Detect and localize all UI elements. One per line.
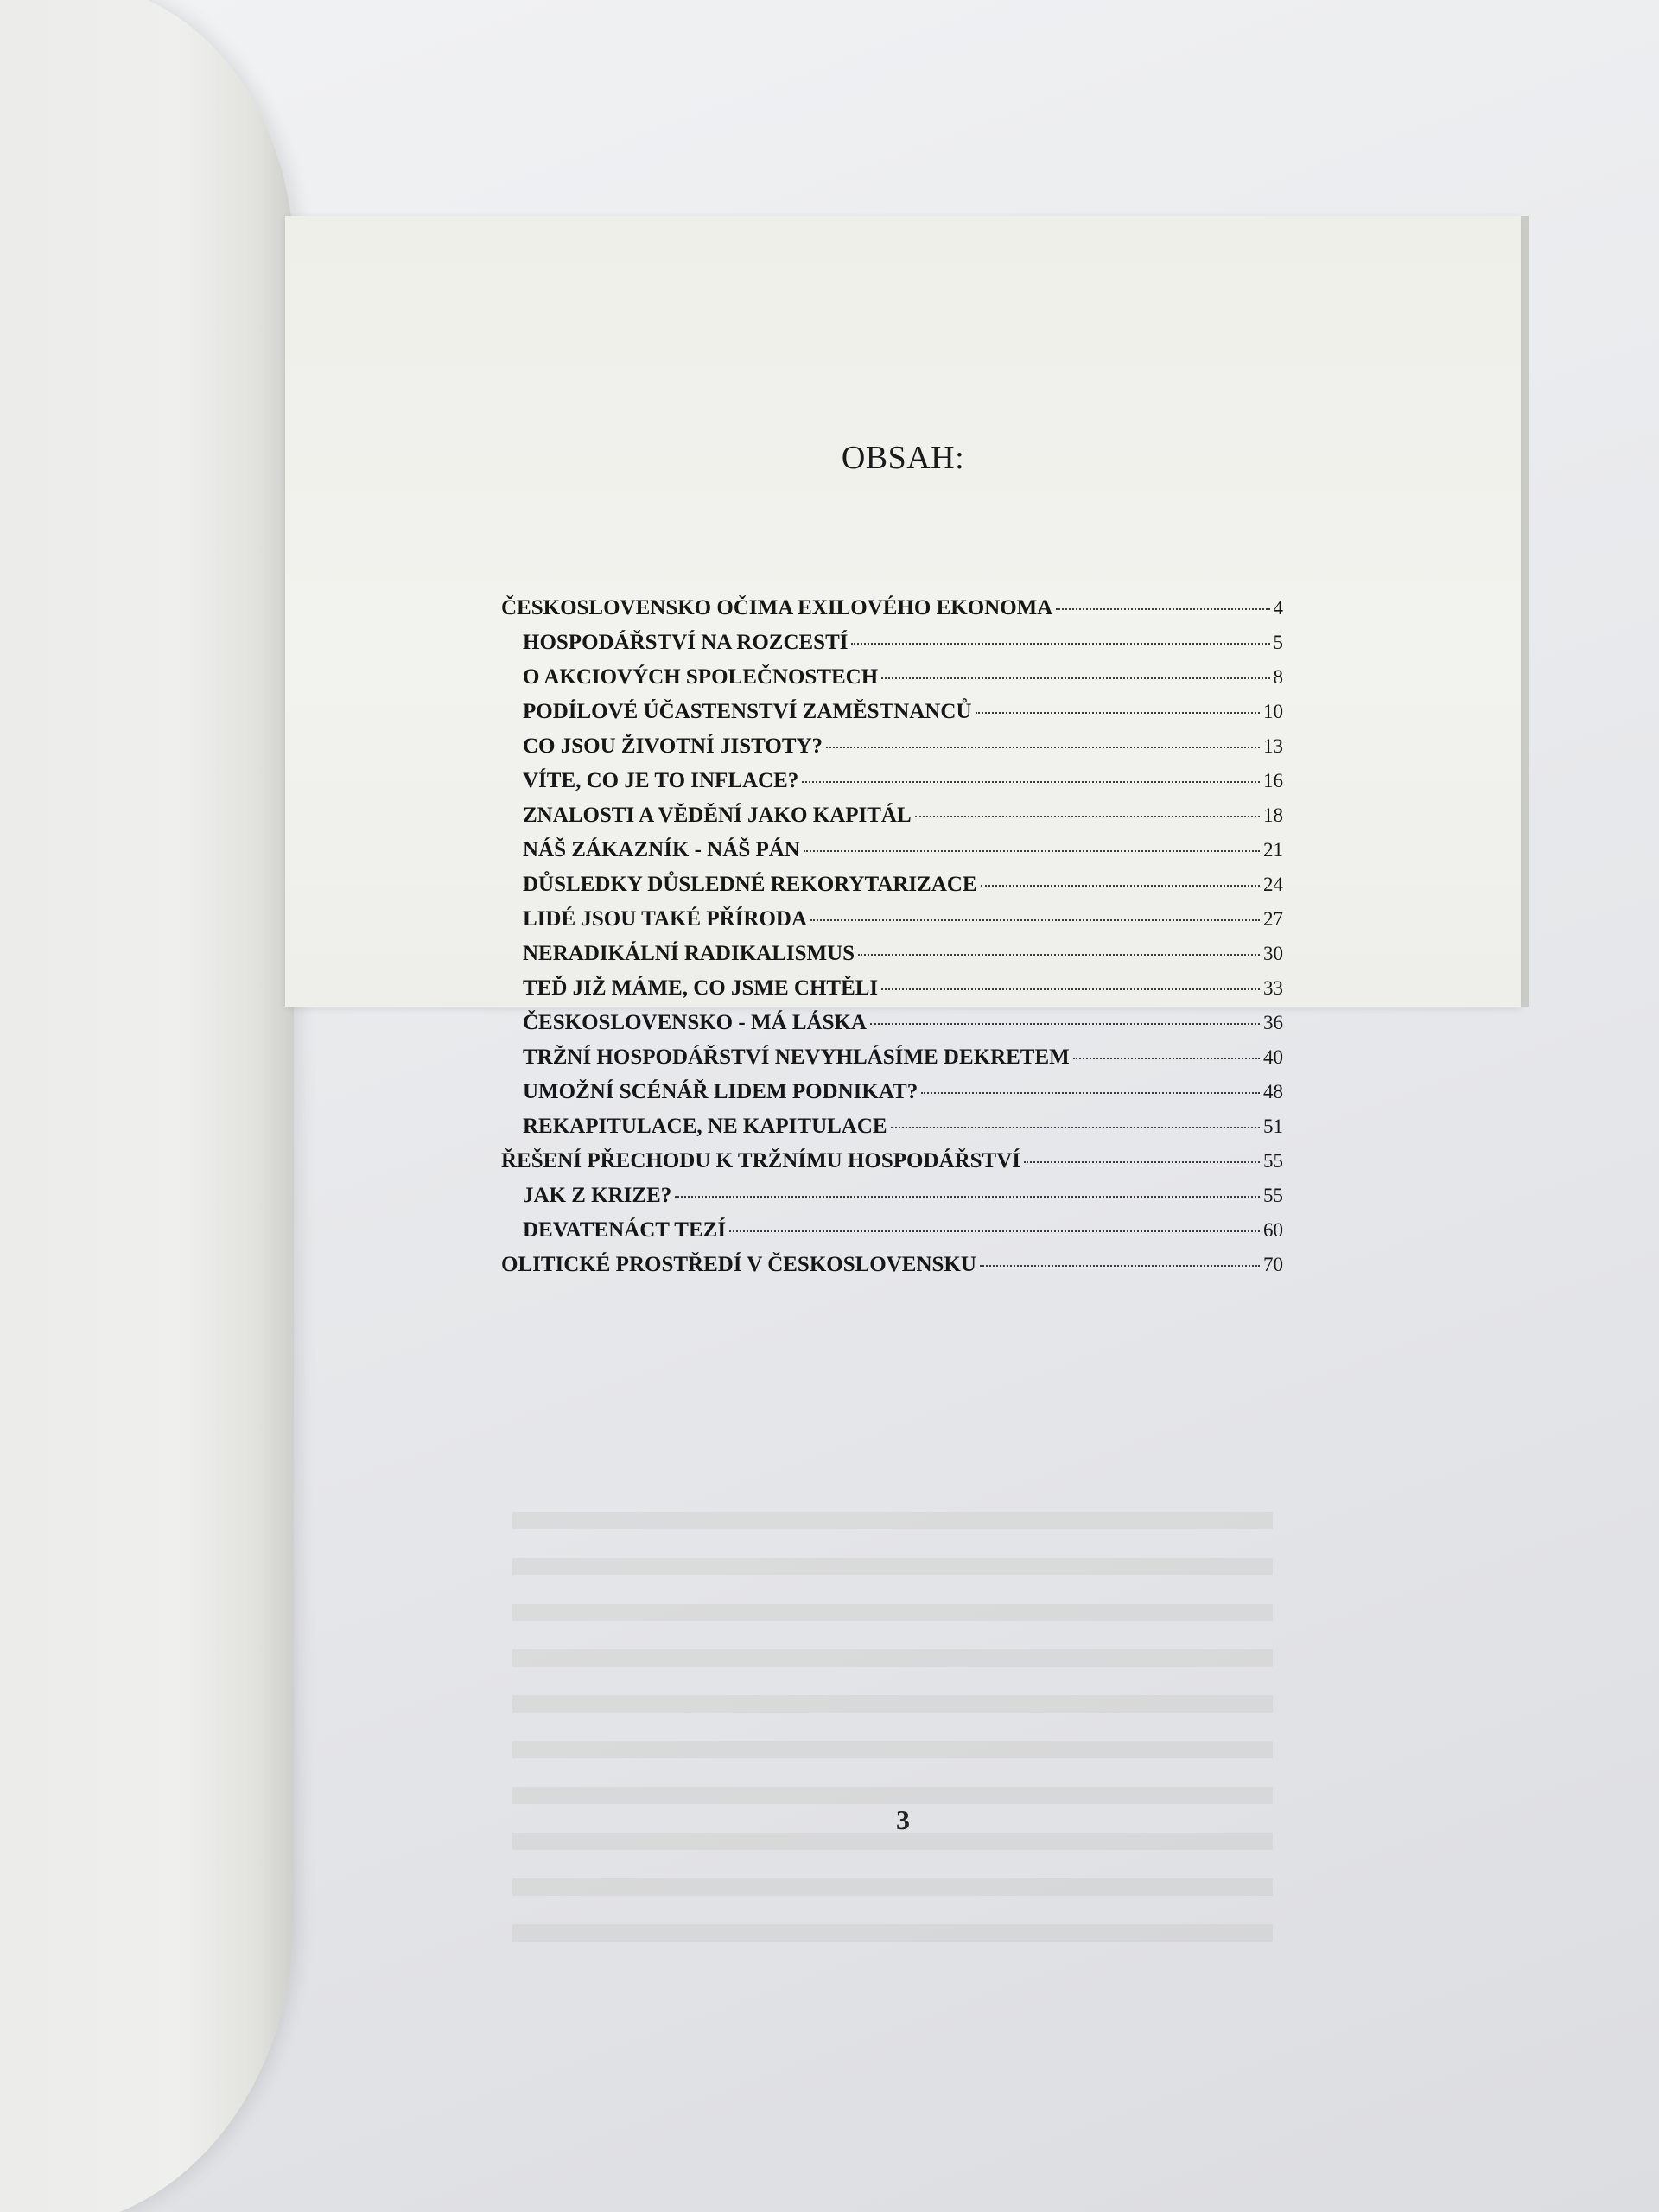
page-number: 3 xyxy=(896,1804,910,1835)
toc-dot-leader xyxy=(1073,1058,1260,1059)
toc-entry-page: 40 xyxy=(1263,1046,1283,1068)
toc-entry-page: 51 xyxy=(1263,1116,1283,1137)
toc-entry-title: DEVATENÁCT TEZÍ xyxy=(523,1218,727,1242)
toc-entry-title: ČESKOSLOVENSKO - MÁ LÁSKA xyxy=(523,1011,867,1034)
toc-entry-title: TEĎ JIŽ MÁME, CO JSME CHTĚLI xyxy=(523,976,879,1000)
toc-entry-page: 10 xyxy=(1263,701,1283,722)
toc-dot-leader xyxy=(804,850,1260,852)
toc-entry-title: CO JSOU ŽIVOTNÍ JISTOTY? xyxy=(523,734,823,758)
toc-entry-title: REKAPITULACE, NE KAPITULACE xyxy=(523,1115,887,1138)
toc-entry-page: 55 xyxy=(1263,1185,1283,1206)
toc-entry-page: 70 xyxy=(1263,1254,1283,1275)
toc-entry-page: 36 xyxy=(1263,1012,1283,1033)
toc-dot-leader xyxy=(1056,608,1269,610)
toc-entry-page: 8 xyxy=(1273,666,1283,688)
toc-entry-title: NÁŠ ZÁKAZNÍK - NÁŠ PÁN xyxy=(523,838,800,861)
toc-entry-title: ŘEŠENÍ PŘECHODU K TRŽNÍMU HOSPODÁŘSTVÍ xyxy=(501,1149,1021,1173)
toc-dot-leader xyxy=(826,747,1260,748)
toc-entry xyxy=(523,907,1283,931)
toc-entry xyxy=(523,1046,1283,1070)
toc-entry-title: VÍTE, CO JE TO INFLACE? xyxy=(523,769,799,792)
toc-dot-leader xyxy=(1024,1161,1260,1163)
toc-entry xyxy=(523,700,1283,724)
toc-entry xyxy=(523,942,1283,966)
book-page xyxy=(285,216,1521,1835)
toc-entry-page: 30 xyxy=(1263,943,1283,964)
toc-dot-leader xyxy=(729,1230,1260,1232)
toc-dot-leader xyxy=(802,781,1260,783)
toc-dot-leader xyxy=(915,816,1260,817)
toc-entry-page: 48 xyxy=(1263,1081,1283,1103)
toc-entry-page: 55 xyxy=(1263,1150,1283,1172)
toc-entry-title: HOSPODÁŘSTVÍ NA ROZCESTÍ xyxy=(523,631,849,654)
toc-entry-title: ZNALOSTI A VĚDĚNÍ JAKO KAPITÁL xyxy=(523,804,912,827)
toc-entry-title: PODÍLOVÉ ÚČASTENSTVÍ ZAMĚSTNANCŮ xyxy=(523,700,972,723)
toc-entry-title: JAK Z KRIZE? xyxy=(523,1184,672,1207)
toc-entry xyxy=(523,804,1283,828)
toc-entry-title: TRŽNÍ HOSPODÁŘSTVÍ NEVYHLÁSÍME DEKRETEM xyxy=(523,1046,1070,1069)
toc-entry-page: 24 xyxy=(1263,874,1283,895)
toc-entry xyxy=(523,734,1283,759)
toc-dot-leader xyxy=(921,1092,1260,1094)
toc-dot-leader xyxy=(675,1196,1260,1198)
toc-dot-leader xyxy=(980,1265,1260,1267)
toc-dot-leader xyxy=(810,919,1260,921)
toc-heading: OBSAH: xyxy=(841,440,965,476)
toc-entry xyxy=(501,596,1283,620)
toc-entry-page: 21 xyxy=(1263,839,1283,861)
toc-dot-leader xyxy=(976,712,1260,714)
toc-entry-page: 5 xyxy=(1273,632,1283,653)
toc-entry-title: NERADIKÁLNÍ RADIKALISMUS xyxy=(523,942,855,965)
toc-entry-page: 16 xyxy=(1263,770,1283,791)
toc-entry xyxy=(523,1218,1283,1243)
toc-entry xyxy=(501,1253,1283,1277)
toc-entry xyxy=(501,1149,1283,1173)
toc-dot-leader xyxy=(870,1023,1260,1025)
toc-entry-page: 33 xyxy=(1263,977,1283,999)
toc-dot-leader xyxy=(858,954,1260,956)
left-page-curl xyxy=(0,0,294,2212)
toc-entry xyxy=(523,873,1283,897)
toc-entry-page: 27 xyxy=(1263,908,1283,930)
show-through-text xyxy=(512,1512,1273,1961)
toc-entry-page: 4 xyxy=(1273,597,1283,619)
toc-entry-title: O AKCIOVÝCH SPOLEČNOSTECH xyxy=(523,665,879,689)
toc-entry xyxy=(523,1184,1283,1208)
toc-dot-leader xyxy=(881,677,1269,679)
toc-entry-page: 60 xyxy=(1263,1219,1283,1241)
toc-entry-title: DŮSLEDKY DŮSLEDNÉ REKORYTARIZACE xyxy=(523,873,977,896)
toc-entry xyxy=(523,976,1283,1001)
toc-entry xyxy=(523,769,1283,793)
toc-dot-leader xyxy=(891,1127,1260,1128)
toc-entry xyxy=(523,665,1283,690)
toc-entry-page: 13 xyxy=(1263,735,1283,757)
toc-dot-leader xyxy=(981,885,1260,887)
toc-dot-leader xyxy=(851,643,1269,645)
toc-entry-title: ČESKOSLOVENSKO OČIMA EXILOVÉHO EKONOMA xyxy=(501,596,1053,620)
toc-entry xyxy=(523,1011,1283,1035)
toc-entry xyxy=(523,1080,1283,1104)
toc-entry xyxy=(523,838,1283,862)
toc-entry xyxy=(523,631,1283,655)
toc-entry-page: 18 xyxy=(1263,804,1283,826)
toc-entry-title: UMOŽNÍ SCÉNÁŘ LIDEM PODNIKAT? xyxy=(523,1080,918,1103)
toc-entry-title: LIDÉ JSOU TAKÉ PŘÍRODA xyxy=(523,907,807,931)
toc-entry-title: OLITICKÉ PROSTŘEDÍ V ČESKOSLOVENSKU xyxy=(501,1253,976,1276)
toc-entry xyxy=(523,1115,1283,1139)
toc-dot-leader xyxy=(881,988,1260,990)
